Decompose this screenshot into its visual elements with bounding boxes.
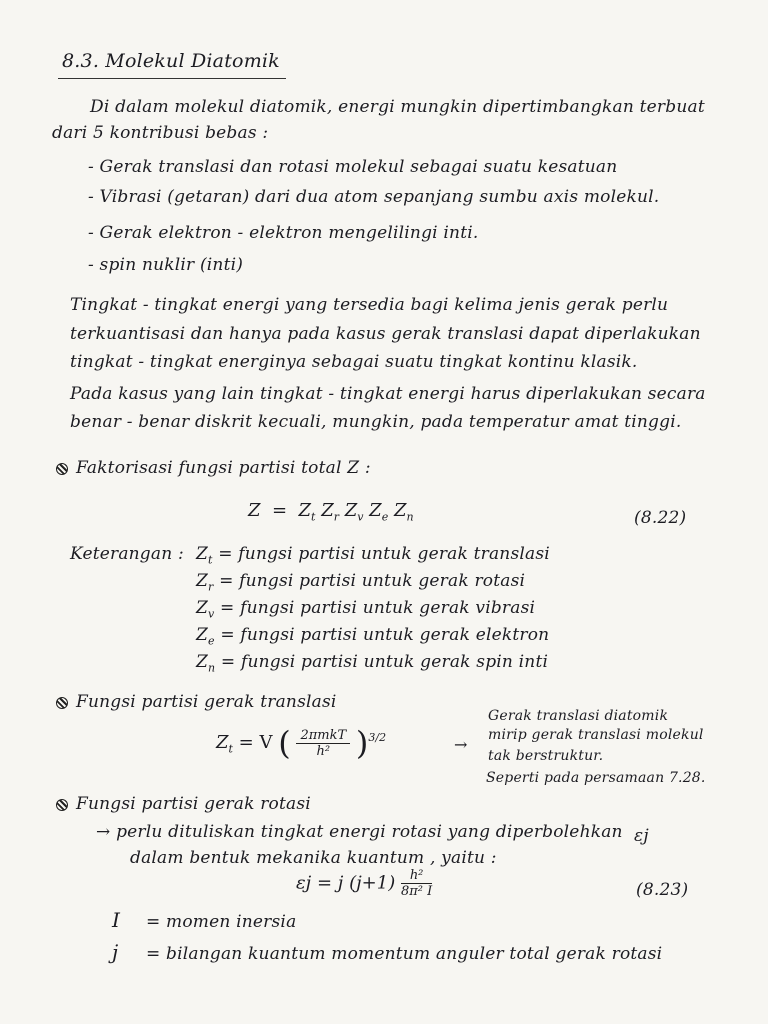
legend-row: $Z_t$ = fungsi partisi untuk gerak translasi	[196, 544, 550, 567]
equation-number: (8.23)	[636, 880, 689, 900]
arrow-icon: →	[96, 822, 111, 842]
contribution-item: - Gerak translasi dan rotasi molekul sebagai suatu kesatuan	[88, 157, 618, 177]
contribution-item: - Vibrasi (getaran) dari dua atom sepanjang sumbu axis molekul.	[88, 187, 660, 207]
bullet-icon	[56, 463, 68, 475]
equation-translational: $Z_t = V$ ( $\frac{\text{2πmkT}}{\text{h²}}$ )$^{3/2}$	[216, 724, 387, 762]
intro-line-1: Di dalam molekul diatomik, energi mungkin dipertimbangkan terbuat	[90, 97, 705, 117]
equation-number: (8.22)	[634, 508, 687, 528]
section3-line-2: dalam bentuk mekanika kuantum , yaitu :	[130, 848, 497, 868]
paragraph-line: terkuantisasi dan hanya pada kasus gerak translasi dapat diperlakukan	[70, 324, 701, 344]
paragraph-line: tingkat - tingkat energinya sebagai suatu tingkat kontinu klasik.	[70, 352, 638, 372]
legend-row: $Z_n$ = fungsi partisi untuk gerak spin inti	[196, 652, 549, 675]
intro-line-2: dari 5 kontribusi bebas :	[52, 123, 269, 143]
eq-sub: n	[406, 510, 414, 524]
eq-term: Z	[321, 500, 334, 521]
def-symbol: j	[112, 940, 119, 964]
section3-heading-row	[56, 794, 311, 814]
arrow-icon: →	[454, 735, 468, 754]
eq-term: Z	[344, 500, 358, 521]
eq-term: Z	[393, 500, 407, 521]
bullet-icon	[56, 799, 68, 811]
paragraph-line: benar - benar diskrit kecuali, mungkin, pada temperatur amat tinggi.	[70, 412, 682, 432]
legend-row: $Z_v$ = fungsi partisi untuk gerak vibrasi	[196, 598, 536, 621]
legend-row: $Z_e$ = fungsi partisi untuk gerak elektron	[196, 625, 550, 648]
contribution-item: - spin nuklir (inti)	[88, 255, 244, 275]
note-line: Gerak translasi diatomik	[488, 708, 669, 724]
bullet-icon	[56, 697, 68, 709]
eq-term: Z	[298, 500, 312, 521]
paragraph-line: Tingkat - tingkat energi yang tersedia bagi kelima jenis gerak perlu	[70, 295, 669, 315]
section3-line-1: → perlu dituliskan tingkat energi rotasi yang diperbolehkan	[96, 822, 623, 842]
section2-heading-row	[56, 692, 337, 712]
def-desc: = momen inersia	[146, 912, 297, 932]
paragraph-line: Pada kasus yang lain tingkat - tingkat energi harus diperlakukan secara	[70, 384, 706, 404]
section-title: 8.3. Molekul Diatomik	[62, 50, 280, 72]
def-symbol: I	[112, 908, 121, 932]
eq-sub: r	[333, 510, 339, 524]
equation-8-22: $Z = Z_t$ $Z_r$ $Z_v$ $Z_e$ $Z_n$	[248, 500, 414, 524]
eq-term: Z	[369, 500, 382, 521]
note-line: mirip gerak translasi molekul	[488, 727, 704, 743]
note-line: tak berstruktur.	[488, 748, 604, 764]
equation-8-23: εj = j (j+1) $\frac{\text{h²}}{\text{8π² I}}$	[296, 868, 433, 899]
def-desc: = bilangan kuantum momentum anguler total gerak rotasi	[146, 944, 663, 964]
title-underline	[58, 78, 286, 79]
eq-sub: t	[311, 510, 316, 524]
section2-heading: Fungsi partisi gerak translasi	[76, 692, 337, 712]
contribution-item: - Gerak elektron - elektron mengelilingi inti.	[88, 223, 479, 243]
eq-sub: v	[357, 510, 364, 524]
section1-heading: Faktorisasi fungsi partisi total Z :	[76, 458, 371, 478]
section1-heading-row	[56, 458, 371, 478]
legend-label: Keterangan :	[70, 544, 184, 564]
eq-sub: e	[381, 510, 389, 524]
section3-heading: Fungsi partisi gerak rotasi	[76, 794, 311, 814]
note-line: Seperti pada persamaan 7.28.	[486, 770, 706, 786]
epsilon-j-symbol: εj	[634, 826, 649, 846]
legend-row: $Z_r$ = fungsi partisi untuk gerak rotasi	[196, 571, 526, 594]
eq-lhs: Z	[248, 500, 261, 521]
